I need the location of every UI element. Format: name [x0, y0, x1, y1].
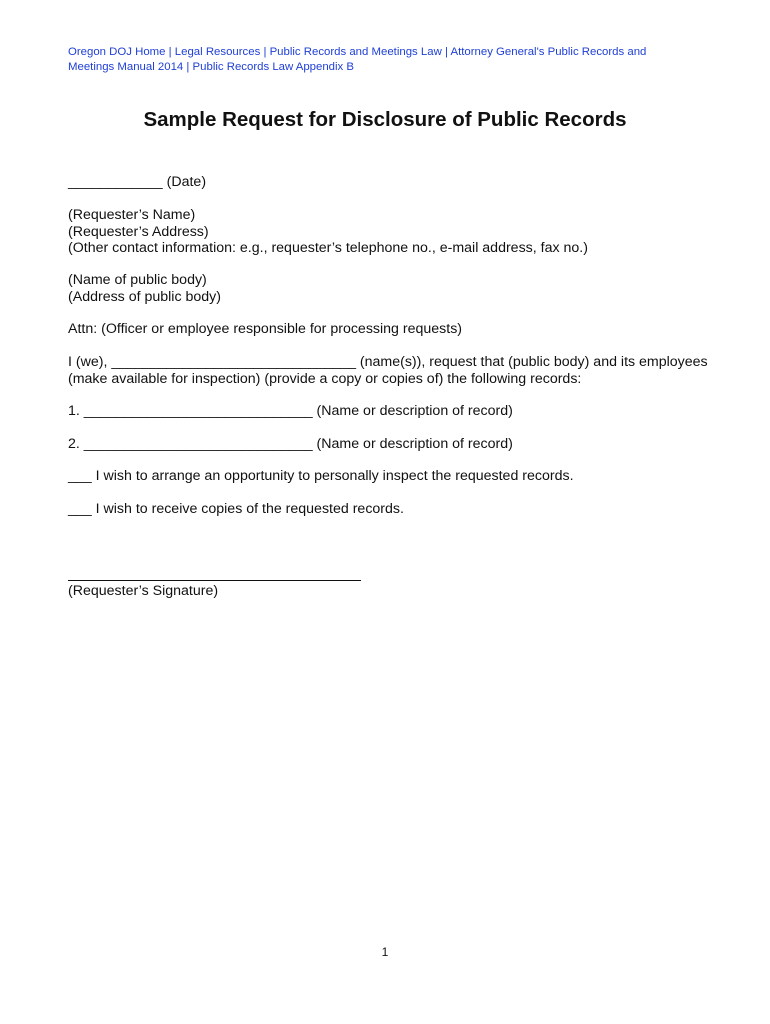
- breadcrumb-link-public-records-meetings-law[interactable]: Public Records and Meetings Law: [269, 46, 442, 58]
- request-line-1: I (we), _______________________________ (name(s)), request that (public body) and its employees: [68, 354, 708, 370]
- breadcrumb-link-public-records-appendix-b[interactable]: Public Records Law Appendix B: [192, 60, 355, 73]
- date-line: ____________ (Date): [68, 174, 207, 190]
- requester-name: (Requester’s Name): [68, 207, 196, 223]
- signature-label: (Requester’s Signature): [68, 583, 219, 599]
- requester-address: (Requester’s Address): [68, 223, 209, 240]
- requester-contact: (Other contact information: e.g., requester’s telephone no., e-mail address, fax no.): [68, 240, 588, 256]
- attn-block: [68, 321, 728, 338]
- option-copies-line: ___ I wish to receive copies of the requested records.: [68, 501, 404, 517]
- request-paragraph: [68, 354, 728, 387]
- record-item-2: [68, 436, 728, 453]
- public-body-block: [68, 272, 728, 305]
- breadcrumb-link-attorney-general-manual-cont[interactable]: Meetings Manual 2014: [68, 60, 184, 73]
- option-inspect: [68, 468, 728, 485]
- date-field: [68, 174, 728, 191]
- breadcrumb: [68, 45, 708, 74]
- public-body-address: (Address of public body): [68, 288, 221, 305]
- public-body-name: (Name of public body): [68, 272, 207, 288]
- record-2-line: 2. _____________________________ (Name or description of record): [68, 436, 513, 452]
- breadcrumb-separator: |: [186, 60, 193, 73]
- page-number: 1: [381, 945, 389, 959]
- breadcrumb-link-attorney-general-manual[interactable]: Attorney General's Public Records and: [450, 46, 647, 58]
- request-line-2: (make available for inspection) (provide a copy or copies of) the following records:: [68, 370, 582, 387]
- signature-line: [68, 580, 361, 581]
- breadcrumb-separator: |: [444, 46, 451, 58]
- option-inspect-line: ___ I wish to arrange an opportunity to personally inspect the requested records.: [68, 468, 574, 484]
- breadcrumb-separator: |: [263, 46, 270, 58]
- breadcrumb-link-legal-resources[interactable]: Legal Resources: [174, 46, 261, 58]
- requester-block: [68, 207, 728, 257]
- breadcrumb-separator: |: [168, 46, 175, 58]
- option-copies: [68, 501, 728, 518]
- record-item-1: [68, 403, 728, 420]
- record-1-line: 1. _____________________________ (Name or description of record): [68, 403, 513, 419]
- signature-block: [68, 583, 728, 600]
- breadcrumb-link-oregon-doj-home[interactable]: Oregon DOJ Home: [68, 46, 166, 58]
- attn-line: Attn: (Officer or employee responsible for processing requests): [68, 321, 463, 337]
- page-title: Sample Request for Disclosure of Public Records: [143, 108, 627, 131]
